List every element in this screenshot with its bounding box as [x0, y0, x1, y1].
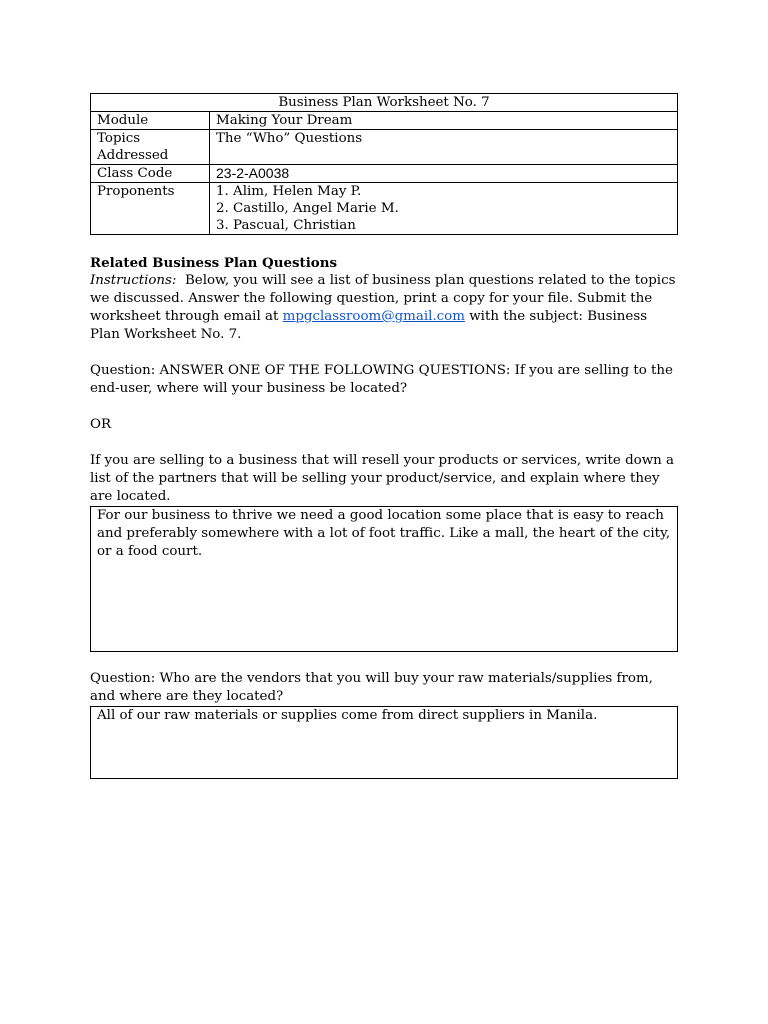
instructions-text: Below, you will see a list of business plan questions related to the topics we discussed. Answer the following question, print a copy for your file. Submit the worksheet through email at	[90, 273, 676, 324]
question-1: Question: ANSWER ONE OF THE FOLLOWING QUESTIONS: If you are selling to the end-user, where will your business be located?	[90, 363, 673, 396]
instructions	[90, 272, 678, 344]
module-label: Module	[91, 112, 210, 130]
table-row	[91, 165, 678, 183]
proponents-label: Proponents	[91, 183, 210, 235]
topics-label: Topics Addressed	[91, 130, 210, 165]
section-title: Related Business Plan Questions	[90, 255, 337, 271]
topics-value: The “Who” Questions	[210, 130, 678, 165]
answer-box-2[interactable]	[90, 706, 678, 779]
answer-1: For our business to thrive we need a good location some place that is easy to reach and preferably somewhere with a lot of foot traffic. Like a mall, the heart of the city, or a food court.	[97, 508, 671, 559]
proponent-item: 2. Castillo, Angel Marie M.	[216, 201, 399, 216]
question-1-alt: If you are selling to a business that will resell your products or services, write down a list of the partners that will be selling your product/service, and explain where they are located.	[90, 453, 675, 504]
table-title-row	[91, 94, 678, 112]
proponent-item: 3. Pascual, Christian	[216, 218, 356, 233]
instructions-label: Instructions:	[90, 273, 177, 288]
class-code-label: Class Code	[91, 165, 210, 183]
question-2: Question: Who are the vendors that you will buy your raw materials/supplies from, and where are they located?	[90, 671, 653, 704]
email-link[interactable]: mpgclassroom@gmail.com	[282, 309, 465, 324]
answer-2: All of our raw materials or supplies come from direct suppliers in Manila.	[97, 708, 598, 723]
worksheet-title: Business Plan Worksheet No. 7	[91, 94, 678, 112]
table-row	[91, 183, 678, 235]
proponents-value	[210, 183, 678, 235]
table-row	[91, 130, 678, 165]
or-text: OR	[90, 417, 112, 432]
instructions-tail: with the subject: Business Plan Worksheet No. 7.	[90, 309, 648, 342]
worksheet-page	[90, 93, 678, 779]
table-row	[91, 112, 678, 130]
worksheet-header-table	[90, 93, 678, 235]
answer-box-1[interactable]	[90, 506, 678, 652]
proponent-item: 1. Alim, Helen May P.	[216, 184, 362, 199]
module-value: Making Your Dream	[210, 112, 678, 130]
class-code-value: 23-2-A0038	[210, 165, 678, 183]
